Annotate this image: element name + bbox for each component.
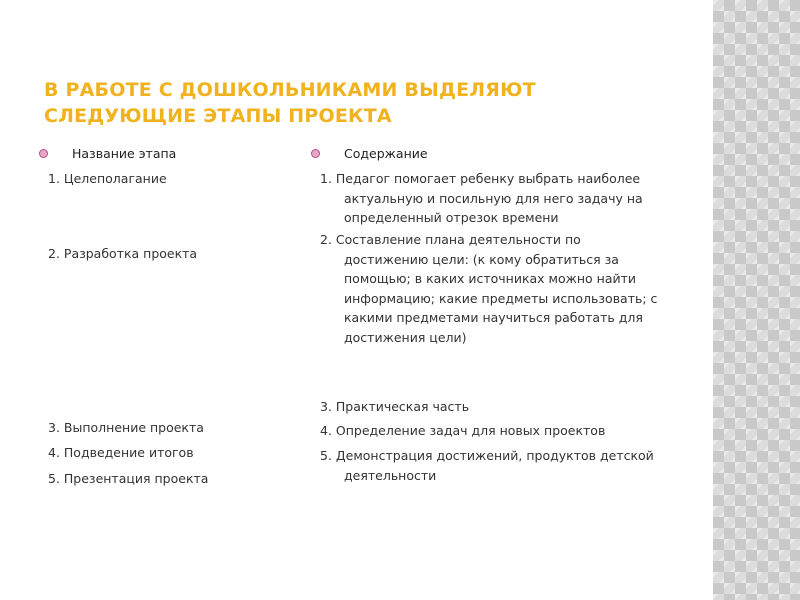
stage-item: 2. Разработка проекта <box>48 246 198 261</box>
content-item: 5. Демонстрация достижений, продуктов детской деятельности <box>320 448 654 483</box>
content-item: 4. Определение задач для новых проектов <box>320 423 606 438</box>
stage-item: 1. Целеполагание <box>48 171 167 186</box>
decorative-pattern-strip <box>713 0 800 600</box>
content-item: 2. Составление плана деятельности по достижению цели: (к кому обратиться за помощью; в каких источниках можно найти информацию; какие предметы использовать; с какими предметами научиться работать для достижения цели) <box>320 232 658 345</box>
bullet-icon <box>311 149 320 158</box>
stage-item: 5. Презентация проекта <box>48 471 209 486</box>
content-column <box>320 144 660 483</box>
stage-name-column <box>48 144 303 486</box>
content-item: 3. Практическая часть <box>320 399 470 414</box>
content-header-label: Содержание <box>344 146 428 161</box>
content-item: 1. Педагог помогает ребенку выбрать наиболее актуальную и посильную для него задачу на определенный отрезок времени <box>320 171 643 225</box>
stage-item: 4. Подведение итогов <box>48 445 194 460</box>
stage-name-header-label: Название этапа <box>72 146 177 161</box>
slide-title: В РАБОТЕ С ДОШКОЛЬНИКАМИ ВЫДЕЛЯЮТ СЛЕДУЮЩИЕ ЭТАПЫ ПРОЕКТА <box>44 79 536 127</box>
stage-item: 3. Выполнение проекта <box>48 420 204 435</box>
content-header <box>320 144 660 166</box>
bullet-icon <box>39 149 48 158</box>
stage-name-header <box>48 144 303 166</box>
